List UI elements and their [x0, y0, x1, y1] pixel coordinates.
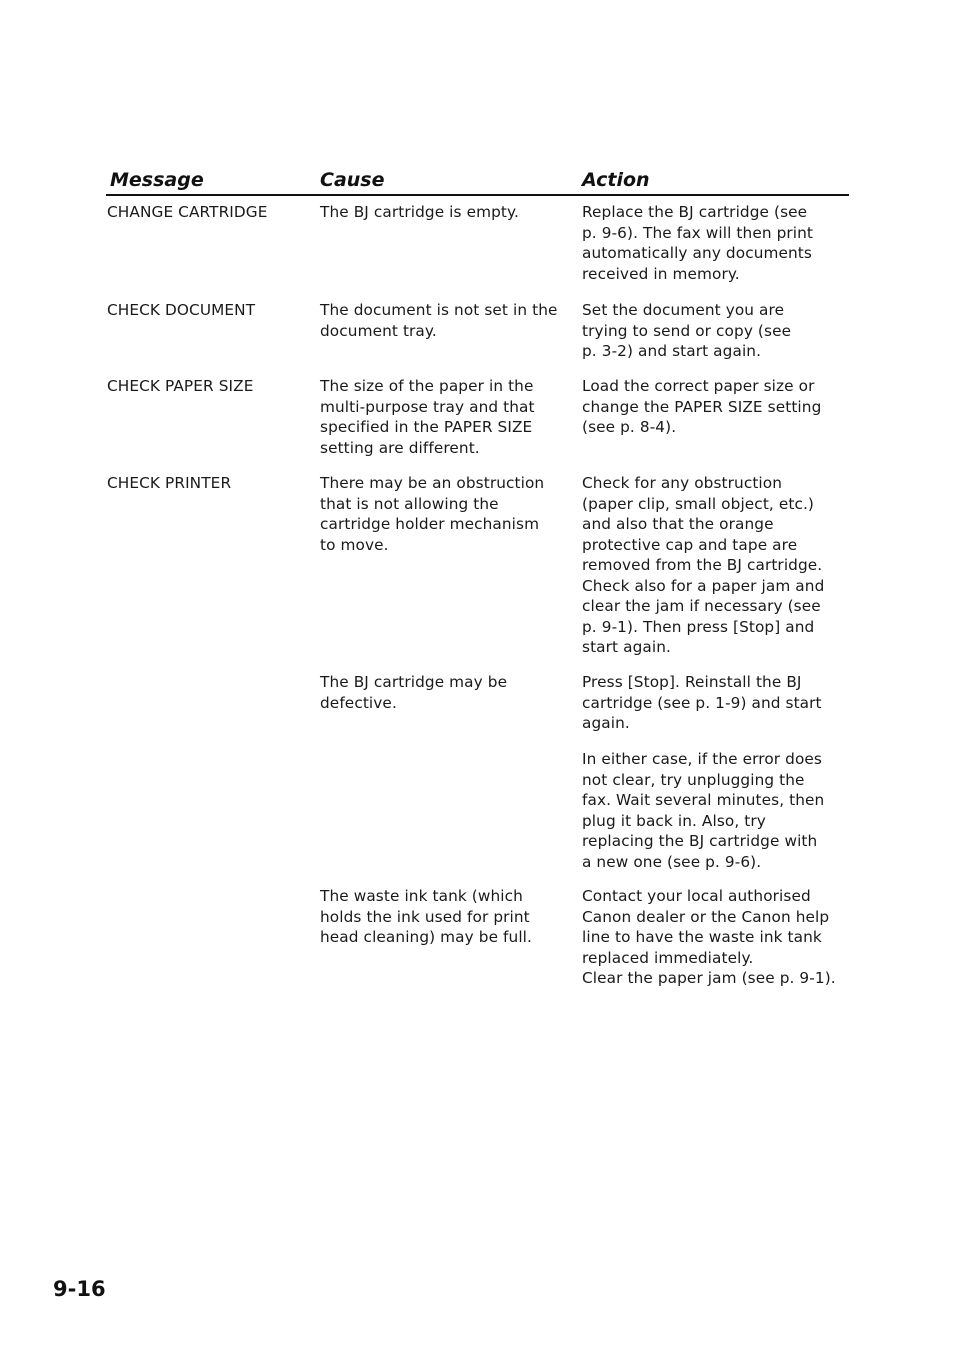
- table-cell-line: protective cap and tape are: [582, 535, 798, 554]
- table-cell-line: cartridge (see p. 1-9) and start: [582, 693, 822, 712]
- table-cell-line: again.: [582, 714, 630, 732]
- table-cell-message: [107, 376, 253, 397]
- header-rule: [106, 194, 849, 196]
- table-cell-line: setting are different.: [320, 438, 480, 457]
- table-cell-line: plug it back in. Also, try: [582, 811, 766, 830]
- table-cell-line: specified in the PAPER SIZE: [320, 418, 533, 436]
- table-header-action: Action: [582, 169, 650, 191]
- table-cell-action: [582, 886, 836, 989]
- table-cell-line: Load the correct paper size or: [582, 377, 815, 395]
- table-cell-line: In either case, if the error does: [582, 750, 822, 768]
- table-cell-line: Check for any obstruction: [582, 474, 783, 492]
- table-cell-line: Clear the paper jam (see p. 9-1).: [582, 969, 836, 987]
- table-cell-line: defective.: [320, 693, 397, 712]
- table-cell-action: [582, 202, 813, 284]
- table-cell-line: trying to send or copy (see: [582, 321, 792, 340]
- table-cell-line: p. 9-6). The fax will then print: [582, 223, 814, 242]
- table-header-cause: Cause: [320, 169, 385, 191]
- table-cell-line: CHECK PAPER SIZE: [107, 377, 254, 395]
- table-cell-line: Press [Stop]. Reinstall the BJ: [582, 673, 802, 691]
- table-cell-line: There may be an obstruction: [320, 474, 545, 492]
- table-cell-line: not clear, try unplugging the: [582, 770, 805, 789]
- table-cell-line: replaced immediately.: [582, 948, 754, 967]
- table-cell-action: [582, 749, 824, 872]
- table-cell-line: replacing the BJ cartridge with: [582, 832, 818, 850]
- table-cell-line: Contact your local authorised: [582, 887, 811, 905]
- table-cell-line: CHANGE CARTRIDGE: [107, 203, 268, 221]
- table-cell-line: p. 3-2) and start again.: [582, 342, 762, 360]
- table-cell-cause: [320, 886, 532, 948]
- table-cell-line: p. 9-1). Then press [Stop] and: [582, 617, 815, 636]
- page-number: 9-16: [53, 1277, 106, 1301]
- table-cell-action: [582, 473, 824, 658]
- table-header-message: Message: [110, 169, 204, 191]
- table-cell-cause: [320, 376, 535, 458]
- table-cell-line: cartridge holder mechanism: [320, 515, 540, 533]
- table-cell-line: The size of the paper in the: [320, 377, 534, 395]
- table-cell-cause: [320, 473, 544, 555]
- table-cell-action: [582, 300, 791, 362]
- table-cell-line: CHECK DOCUMENT: [107, 301, 256, 319]
- table-cell-line: clear the jam if necessary (see: [582, 597, 821, 615]
- table-cell-line: holds the ink used for print: [320, 907, 530, 926]
- table-cell-line: document tray.: [320, 321, 437, 340]
- table-cell-line: a new one (see p. 9-6).: [582, 852, 762, 871]
- table-cell-line: and also that the orange: [582, 515, 774, 533]
- table-cell-line: The document is not set in the: [320, 301, 558, 319]
- table-cell-line: The BJ cartridge is empty.: [320, 203, 519, 221]
- table-cell-action: [582, 672, 822, 734]
- table-cell-message: [107, 473, 231, 494]
- table-cell-line: fax. Wait several minutes, then: [582, 791, 825, 809]
- table-cell-line: that is not allowing the: [320, 494, 499, 513]
- table-cell-message: [107, 300, 255, 321]
- table-cell-line: received in memory.: [582, 264, 740, 283]
- table-cell-cause: [320, 202, 519, 223]
- table-cell-action: [582, 376, 821, 438]
- table-cell-line: to move.: [320, 535, 389, 554]
- table-cell-message: [107, 202, 268, 223]
- table-cell-line: removed from the BJ cartridge.: [582, 556, 823, 574]
- table-cell-line: start again.: [582, 638, 671, 656]
- table-cell-line: Set the document you are: [582, 301, 785, 319]
- table-cell-cause: [320, 672, 507, 713]
- table-cell-line: multi-purpose tray and that: [320, 397, 535, 416]
- table-cell-line: change the PAPER SIZE setting: [582, 397, 822, 416]
- table-cell-line: CHECK PRINTER: [107, 474, 232, 492]
- table-cell-line: Replace the BJ cartridge (see: [582, 203, 808, 221]
- table-cell-line: automatically any documents: [582, 244, 812, 262]
- table-cell-line: Check also for a paper jam and: [582, 576, 825, 595]
- table-cell-line: head cleaning) may be full.: [320, 928, 532, 946]
- table-cell-line: The waste ink tank (which: [320, 887, 523, 905]
- table-cell-line: Canon dealer or the Canon help: [582, 907, 830, 926]
- table-cell-line: (see p. 8-4).: [582, 418, 677, 436]
- table-cell-line: line to have the waste ink tank: [582, 928, 822, 946]
- table-cell-line: The BJ cartridge may be: [320, 673, 508, 691]
- table-cell-cause: [320, 300, 558, 341]
- table-cell-line: (paper clip, small object, etc.): [582, 494, 814, 513]
